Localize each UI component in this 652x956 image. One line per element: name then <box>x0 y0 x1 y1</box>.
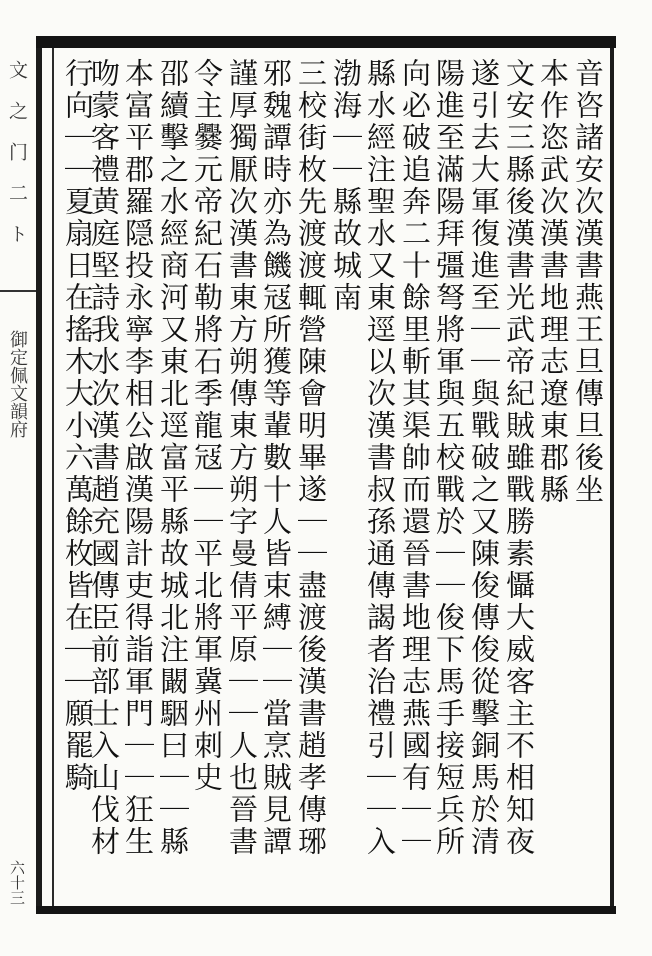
text-column-11: 謹厚獨厭次漢書東方朔傳東方朔字曼倩平原｜｜人也晉書 <box>225 58 259 858</box>
text-column-13: 邵續擊之水經商河又東北逕富平縣故城北注闞駰曰｜｜縣 <box>156 58 190 858</box>
text-column-9: 三校街枚先渡渡輒營陳會明畢遂｜｜盡渡後漢書趙孝傳琊 <box>294 58 328 858</box>
margin-folio-number: 六十三 <box>8 860 26 905</box>
margin-gutter-line <box>52 48 54 906</box>
text-column-4: 遂引去大軍復進至｜｜與戰破之又陳俊傳俊從擊銅馬於清 <box>467 58 501 858</box>
text-column-14: 本富平郡羅隠投永寧李相公啟漢陽計吏得詣軍門｜｜狂生 <box>121 58 155 858</box>
text-column-5: 陽進至滿陽拜彊弩將軍與五校戰於｜｜俊下馬手接短兵所 <box>432 58 466 858</box>
right-frame-edge <box>610 48 614 906</box>
text-column-3: 文安三縣後漢書光武帝紀賊雖戰勝素懾大威客主不相知夜 <box>502 58 536 858</box>
text-column-6: 向必破追奔二十餘里斬其渠帥而還晉書地理志燕國有｜｜ <box>398 58 432 858</box>
margin-divider <box>0 290 36 292</box>
margin-book-title: 御定佩文韻府 <box>7 330 28 438</box>
text-column-7: 縣水經注聖水又東逕以次漢書叔孫通傳謁者治禮引｜｜入 <box>363 58 397 858</box>
text-column-8: 渤海｜｜縣故城南 <box>329 58 363 314</box>
bottom-frame-rule <box>36 906 616 914</box>
margin-top-fragment: 文 之 门 二 ト <box>6 60 28 243</box>
text-column-16: 行向｜｜夏扇日在搖木大小六萬餘枚皆在｜｜願罷騎 <box>61 58 95 794</box>
text-column-15: 吻蒙客禮黄庭堅詩我水次漢書趙充國傳臣前部士入山伐材 <box>87 58 121 858</box>
left-frame-edge <box>36 48 42 906</box>
text-column-2: 本作恣武次漢書地理志遼東郡縣 <box>536 58 570 506</box>
top-frame-rule <box>36 36 616 48</box>
text-column-1: 音咨諸安次漢書燕王旦傳旦後坐 <box>571 58 605 506</box>
text-column-10: 邪魏譚時亦為饑冦所獲等輩數十人皆束縛｜｜當烹賊見譚 <box>259 58 293 858</box>
text-column-12: 令主爨元帝紀石勒將石季龍冦｜｜平北將軍冀州刺史 <box>190 58 224 794</box>
